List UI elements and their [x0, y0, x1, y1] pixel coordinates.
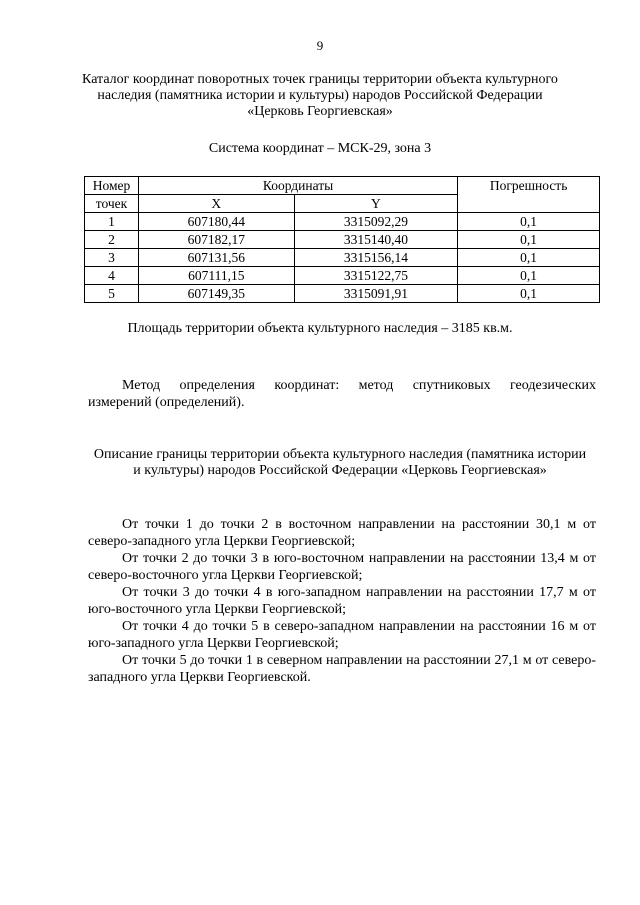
description-body: [88, 516, 596, 686]
y-value: 3315122,75: [294, 267, 458, 285]
x-value: 607182,17: [138, 231, 294, 249]
point-number: 3: [85, 249, 139, 267]
method-line1: Метод определения координат: метод спутниковых геодезических: [122, 378, 596, 393]
coordinates-table: [84, 176, 600, 303]
table-row: [85, 285, 600, 303]
method-line2: измерений (определений).: [88, 395, 245, 410]
y-value: 3315092,29: [294, 213, 458, 231]
point-number: 1: [85, 213, 139, 231]
page-number: 9: [316, 38, 324, 53]
x-value: 607111,15: [138, 267, 294, 285]
number-header-line1: Номер: [92, 178, 131, 193]
coordinate-system: Система координат – МСК-29, зона 3: [208, 141, 432, 156]
x-value: 607131,56: [138, 249, 294, 267]
y-value: 3315156,14: [294, 249, 458, 267]
x-value: 607180,44: [138, 213, 294, 231]
boundary-segment: От точки 3 до точки 4 в юго-западном направлении на расстоянии 17,7 м от юго-восточного угла Церкви Георгиевской;: [88, 585, 596, 617]
table-row: [85, 267, 600, 285]
catalog-title: Каталог координат поворотных точек границы территории объекта культурного наследия (памятника истории и культуры) народов Российской Федерации «Церковь Георгиевская»: [82, 72, 558, 119]
table-row: [85, 249, 600, 267]
error-value: 0,1: [458, 213, 600, 231]
point-number: 5: [85, 285, 139, 303]
error-value: 0,1: [458, 267, 600, 285]
y-header: Y: [294, 195, 458, 213]
y-value: 3315140,40: [294, 231, 458, 249]
boundary-segment: От точки 4 до точки 5 в северо-западном направлении на расстоянии 16 м от юго-западного угла Церкви Георгиевской;: [88, 619, 596, 651]
boundary-segment: От точки 2 до точки 3 в юго-восточном направлении на расстоянии 13,4 м от северо-восточного угла Церкви Георгиевской;: [88, 551, 596, 583]
boundary-segment: От точки 5 до точки 1 в северном направлении на расстоянии 27,1 м от северо-западного угла Церкви Георгиевской.: [88, 653, 596, 685]
area-statement: Площадь территории объекта культурного наследия – 3185 кв.м.: [127, 321, 513, 336]
x-header: X: [138, 195, 294, 213]
number-header-line2: точек: [85, 195, 139, 213]
point-number: 2: [85, 231, 139, 249]
y-value: 3315091,91: [294, 285, 458, 303]
boundary-segment: От точки 1 до точки 2 в восточном направлении на расстоянии 30,1 м от северо-западного угла Церкви Георгиевской;: [88, 517, 596, 549]
table-row: [85, 231, 600, 249]
description-title: Описание границы территории объекта культурного наследия (памятника истории и культуры) народов Российской Федерации «Церковь Георгиевская»: [93, 447, 587, 478]
error-value: 0,1: [458, 249, 600, 267]
error-value: 0,1: [458, 285, 600, 303]
error-value: 0,1: [458, 231, 600, 249]
number-header: [85, 177, 139, 195]
method-paragraph: [88, 377, 596, 411]
table-header-row: [85, 177, 600, 195]
point-number: 4: [85, 267, 139, 285]
table-row: [85, 213, 600, 231]
x-value: 607149,35: [138, 285, 294, 303]
error-header: Погрешность: [458, 177, 600, 213]
coordinates-header: Координаты: [138, 177, 457, 195]
